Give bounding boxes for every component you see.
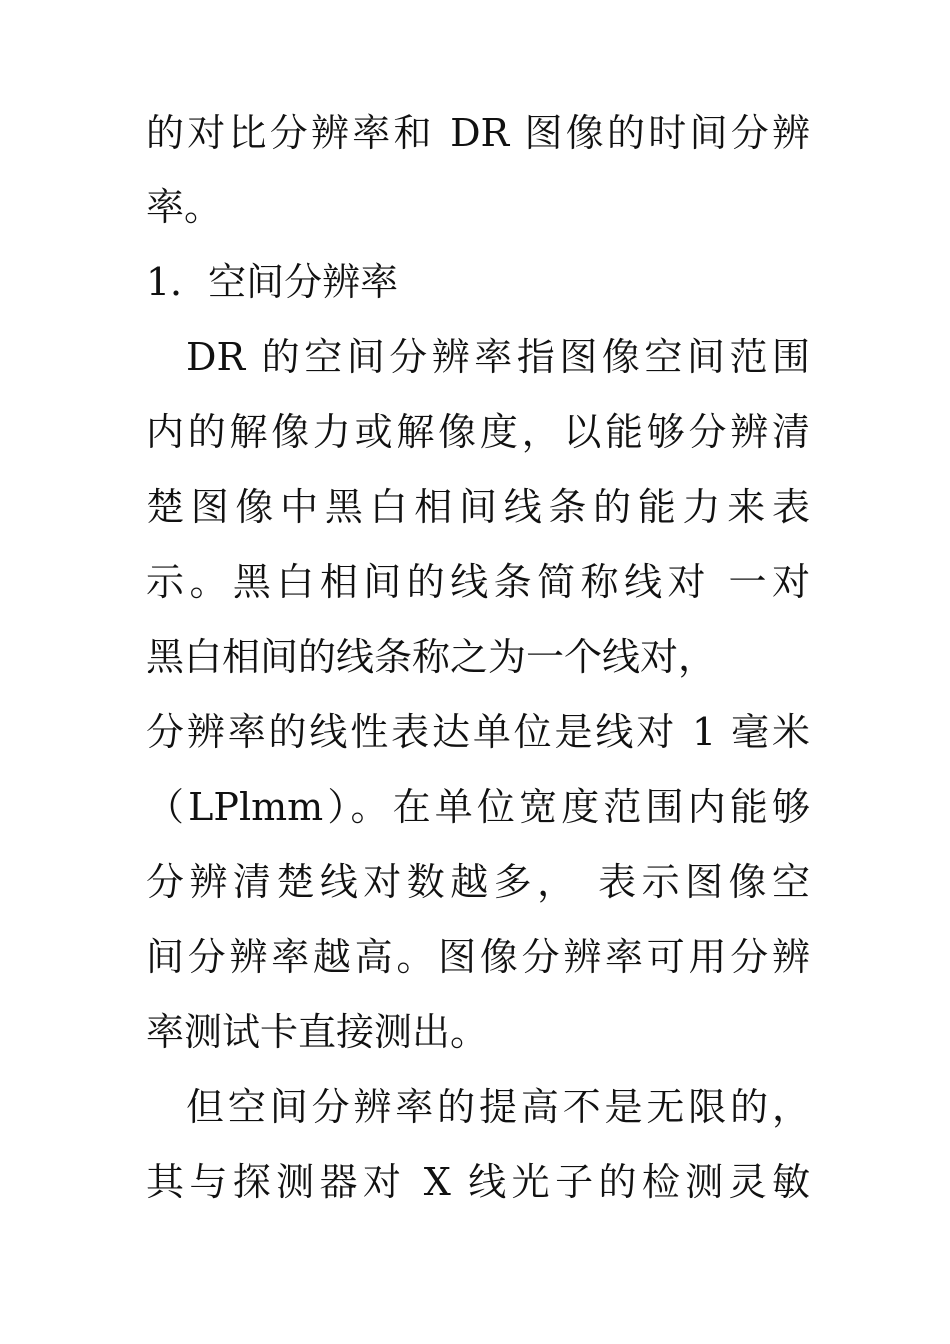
text-line-9: 分辨率的线性表达单位是线对 1 毫米: [146, 710, 810, 754]
text-line-6: 楚图像中黑白相间线条的能力来表: [146, 485, 810, 529]
section-heading: 1．空间分辨率: [146, 260, 399, 304]
text-line-5: 内的解像力或解像度，以能够分辨清: [146, 410, 810, 454]
text-line-13: 率测试卡直接测出。: [146, 1010, 489, 1054]
text-line-4: DR 的空间分辨率指图像空间范围: [186, 335, 810, 379]
text-line-10: （LPlmm）。在单位宽度范围内能够: [146, 785, 810, 829]
text-line-1: 的对比分辨率和 DR 图像的时间分辨: [146, 111, 810, 155]
text-line-7: 示。黑白相间的线条简称线对 一对: [146, 560, 810, 604]
text-line-11: 分辨清楚线对数越多， 表示图像空: [146, 860, 810, 904]
text-line-15: 其与探测器对 X 线光子的检测灵敏: [146, 1160, 810, 1204]
text-line-14: 但空间分辨率的提高不是无限的，: [186, 1085, 810, 1129]
text-line-12: 间分辨率越高。图像分辨率可用分辨: [146, 935, 810, 979]
text-line-2: 率。: [146, 185, 223, 229]
text-line-8: 黑白相间的线条称之为一个线对，: [146, 635, 717, 679]
